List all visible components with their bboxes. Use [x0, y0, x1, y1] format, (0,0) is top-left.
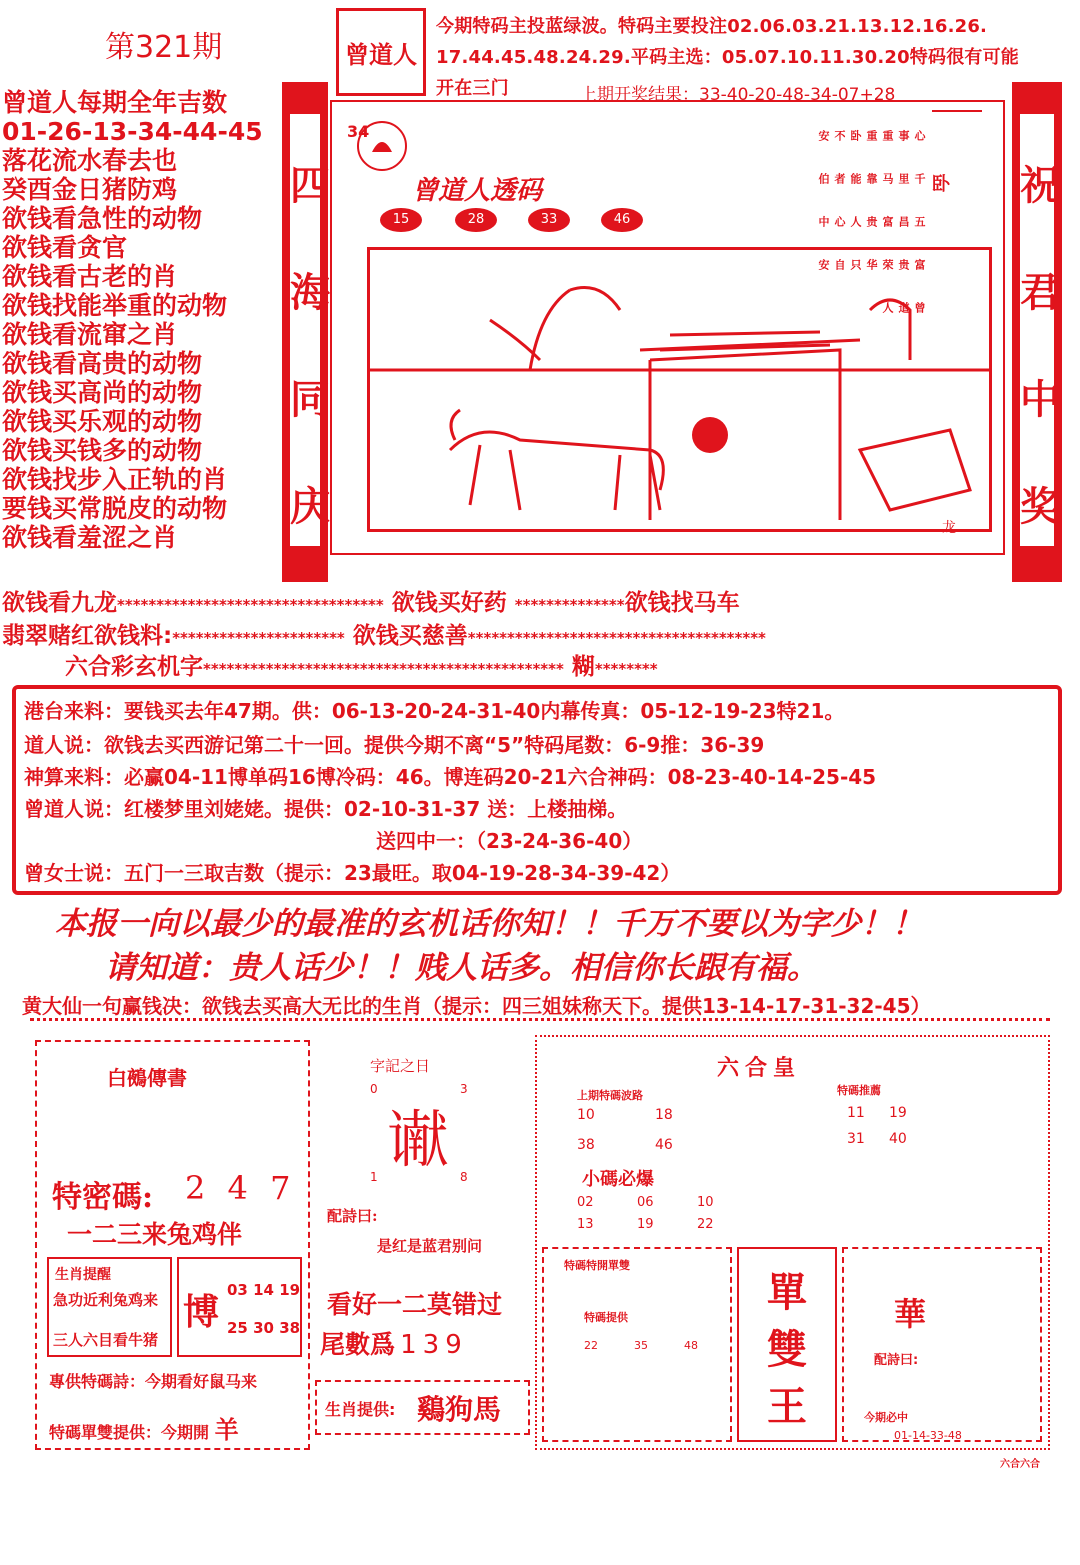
rooster-icon	[342, 112, 422, 172]
bm-big-char: 谳	[387, 1103, 450, 1176]
left-column-line: 落花流水春去也	[2, 146, 178, 175]
bottom-left-box	[35, 1040, 310, 1450]
scroll-left-char: 四	[290, 162, 330, 209]
bm-corner: 1	[370, 1170, 378, 1184]
info-row: 曾女士说：五门一三取吉数（提示：23最旺。取04-19-28-34-39-42）	[24, 861, 681, 885]
bl-bo-nums1: 03 14 19	[227, 1281, 301, 1299]
left-column-line: 癸酉金日猪防鸡	[2, 175, 178, 204]
br-num: 10	[577, 1107, 595, 1123]
bm-slogan: 看好一二莫错过	[327, 1290, 503, 1319]
scroll-left	[282, 82, 328, 582]
star-line-3b: 糊	[571, 654, 595, 680]
slogan-2: 请知道：贵人话少！！贱人话多。相信你长跟有福。	[105, 950, 818, 986]
poem-column: 曾道人	[881, 302, 926, 313]
corner-mark: 六合六合	[1000, 1459, 1040, 1470]
bl-zodiac-label: 生肖提醒	[55, 1267, 111, 1283]
br-shield-char: 華	[894, 1295, 927, 1333]
br-king-box	[737, 1247, 837, 1442]
number-ball: 33	[528, 208, 570, 232]
br-num: 31	[847, 1131, 865, 1147]
bl-bo-box	[177, 1257, 302, 1357]
seal-logo	[336, 8, 426, 96]
corner-number: 34	[347, 122, 370, 141]
bm-poem: 是红是蓝君别问	[377, 1237, 483, 1255]
scroll-left-char: 同	[290, 376, 330, 423]
star-line-2b: 欲钱买慈善	[352, 623, 468, 649]
br-king-char: 雙	[767, 1326, 807, 1373]
bl-special-label: 特密碼:	[52, 1180, 154, 1215]
left-column-line: 欲钱看贪官	[2, 233, 128, 262]
scroll-right-char: 君	[1020, 269, 1060, 316]
scroll-left-char: 海	[290, 269, 330, 316]
br-num: 13	[577, 1217, 594, 1232]
bm-zodiac-label: 生肖提供:	[325, 1400, 396, 1419]
br-num: 46	[655, 1137, 673, 1153]
br-title: 六合皇	[717, 1055, 802, 1081]
br-num: 10	[697, 1195, 714, 1210]
bl-poem: 專供特碼詩：今期看好鼠马来	[49, 1372, 258, 1391]
br-king-char: 王	[767, 1383, 807, 1430]
header-line-1: 今期特码主投蓝绿波。特码主要投注02.06.03.21.13.12.16.26.	[436, 16, 988, 37]
br-last-line: 今期必中	[864, 1411, 908, 1424]
bl-single-double-label: 特碼單雙提供：今期開	[49, 1423, 210, 1442]
scene-caption: 龙	[942, 520, 956, 536]
left-column-line: 欲钱看流窜之肖	[2, 320, 178, 349]
bl-line1: 一二三来兔鸡伴	[67, 1220, 243, 1249]
scroll-right	[1012, 82, 1062, 582]
bl-bo-char: 博	[183, 1291, 220, 1333]
info-box	[12, 685, 1062, 895]
bl-bo-nums2: 25 30 38	[227, 1319, 301, 1337]
info-row: 神算来料：必赢04-11博单码16博冷码：46。博连码20-21六合神码：08-23-40-14-25-45	[24, 765, 877, 789]
number-ball: 15	[380, 208, 422, 232]
huang-line: 黄大仙一句赢钱决：欲钱去买高大无比的生肖（提示：四三姐妹称天下。提供13-14-17-31-32-45）	[22, 994, 931, 1018]
bl-zodiac-text1: 急功近利兔鸡来	[53, 1291, 159, 1309]
bm-corner: 0	[370, 1082, 378, 1096]
bl-special-value: 2 4 7	[185, 1169, 297, 1207]
scene-image	[367, 247, 992, 532]
bm-zodiac-box	[315, 1380, 530, 1435]
br-num: 19	[637, 1217, 654, 1232]
panel-side-char: 卧	[932, 174, 950, 195]
panel-rod	[932, 110, 982, 132]
issue-number: 第321期	[105, 30, 223, 65]
br-num: 18	[655, 1107, 673, 1123]
br-num: 02	[577, 1195, 594, 1210]
panel-title: 曾道人透码	[412, 176, 543, 206]
br-box-title: 特碼特開單雙	[564, 1259, 630, 1272]
bl-zodiac-text2: 三人六目看牛猪	[53, 1331, 159, 1349]
bottom-right-box	[535, 1035, 1050, 1450]
left-column-line: 欲钱找步入正轨的肖	[2, 465, 228, 494]
left-column-line: 欲钱看古老的肖	[2, 262, 178, 291]
br-inner-right	[842, 1247, 1042, 1442]
scroll-right-body	[1016, 110, 1058, 550]
br-prev-wave: 上期特碼波路	[577, 1089, 643, 1102]
left-column-line: 欲钱看高贵的动物	[2, 349, 203, 378]
br-poem-label: 配詩曰:	[874, 1353, 919, 1368]
bl-zodiac-box	[47, 1257, 172, 1357]
bm-tail	[320, 1325, 468, 1361]
bm-corner: 8	[460, 1170, 468, 1184]
br-num: 48	[684, 1339, 698, 1352]
left-column-line: 曾道人每期全年吉数	[2, 88, 228, 117]
bl-single-double	[49, 1410, 239, 1445]
poem-columns	[687, 130, 927, 313]
poem-column: 富贵荣华只自安	[817, 259, 926, 270]
left-column-line: 欲钱买乐观的动物	[2, 407, 203, 436]
bm-zodiac-value: 鷄狗馬	[417, 1393, 502, 1426]
previous-result: 上期开奖结果：33-40-20-48-34-07+28	[580, 85, 896, 105]
star-line-1c: 欲钱找马车	[624, 590, 740, 616]
br-num: 38	[577, 1137, 595, 1153]
poem-column: 心事重重卧不安	[817, 130, 926, 141]
star-line-3: 六合彩玄机字********************************************** 糊********	[65, 654, 658, 680]
number-ball: 46	[601, 208, 643, 232]
br-small-label: 小碼必爆	[582, 1169, 654, 1190]
star-line-1b: 欲钱买好药	[391, 590, 507, 616]
br-num: 35	[634, 1339, 648, 1352]
info-row: 曾道人说：红楼梦里刘姥姥。提供：02-10-31-37 送：上楼抽梯。	[24, 797, 628, 821]
illustration-panel	[330, 100, 1005, 555]
br-num: 40	[889, 1131, 907, 1147]
br-special-tip: 特碼提供	[584, 1311, 628, 1324]
left-column-line: 欲钱看急性的动物	[2, 204, 203, 233]
left-column-line: 欲钱买钱多的动物	[2, 436, 203, 465]
br-king-char: 單	[767, 1269, 807, 1316]
bm-header: 字記之日	[370, 1057, 431, 1075]
star-line-1: 欲钱看九龙********************************** 欲钱买好药 **************欲钱找马车	[2, 590, 740, 616]
bm-poem-label: 配詩曰:	[327, 1207, 378, 1225]
info-row: 港台来料：要钱买去年47期。供：06-13-20-24-31-40内幕传真：05-12-19-23特21。	[24, 699, 845, 723]
br-num: 11	[847, 1105, 865, 1121]
scroll-left-char: 庆	[290, 483, 330, 530]
star-line-2: 翡翠赌红欲钱料:********************** 欲钱买慈善**************************************	[2, 623, 766, 649]
header-line-3: 开在三门	[436, 78, 509, 99]
scroll-right-char: 祝	[1020, 162, 1060, 209]
left-column-line: 欲钱看羞涩之肖	[2, 523, 178, 552]
poem-column: 五昌富贵人心中	[817, 216, 926, 227]
bm-tail-label: 尾數爲	[320, 1330, 396, 1359]
bottom-middle-box	[315, 1040, 530, 1450]
scroll-right-char: 奖	[1020, 483, 1060, 530]
number-ball: 28	[455, 208, 497, 232]
bl-title: 白鵺傳書	[107, 1066, 187, 1090]
header-line-2: 17.44.45.48.24.29.平码主选：05.07.10.11.30.20特码很有可能	[436, 47, 1020, 68]
info-row: 送四中一：（23-24-36-40）	[376, 829, 643, 853]
star-line-3a: 六合彩玄机字	[65, 654, 203, 680]
slogan-1: 本报一向以最少的最准的玄机话你知！！千万不要以为字少！！	[55, 906, 923, 942]
bm-corner: 3	[460, 1082, 468, 1096]
left-column	[2, 88, 263, 552]
br-special-pick: 特碼推薦	[837, 1084, 881, 1097]
left-column-line: 01-26-13-34-44-45	[2, 117, 263, 146]
info-row: 道人说：欲钱去买西游记第二十一回。提供今期不离“5”特码尾数：6-9推：36-39	[24, 733, 765, 757]
br-num: 22	[584, 1339, 598, 1352]
bm-tail-value: 139	[400, 1330, 468, 1360]
star-line-2a: 翡翠赌红欲钱料:	[2, 623, 173, 649]
br-num: 06	[637, 1195, 654, 1210]
br-last-nums: 01-14-33-48	[894, 1429, 962, 1442]
scroll-left-body	[286, 110, 330, 550]
br-num: 19	[889, 1105, 907, 1121]
divider	[30, 1018, 1050, 1029]
left-column-line: 欲钱买高尚的动物	[2, 378, 203, 407]
seal-text: 曾道人	[345, 39, 417, 69]
bl-single-double-value: 羊	[214, 1415, 239, 1444]
left-column-line: 欲钱找能举重的动物	[2, 291, 228, 320]
br-inner-left	[542, 1247, 732, 1442]
poem-column: 千里马靠能者伯	[817, 173, 926, 184]
star-line-1a: 欲钱看九龙	[2, 590, 117, 616]
br-num: 22	[697, 1217, 714, 1232]
scroll-right-char: 中	[1020, 376, 1060, 423]
left-column-line: 要钱买常脱皮的动物	[2, 494, 228, 523]
